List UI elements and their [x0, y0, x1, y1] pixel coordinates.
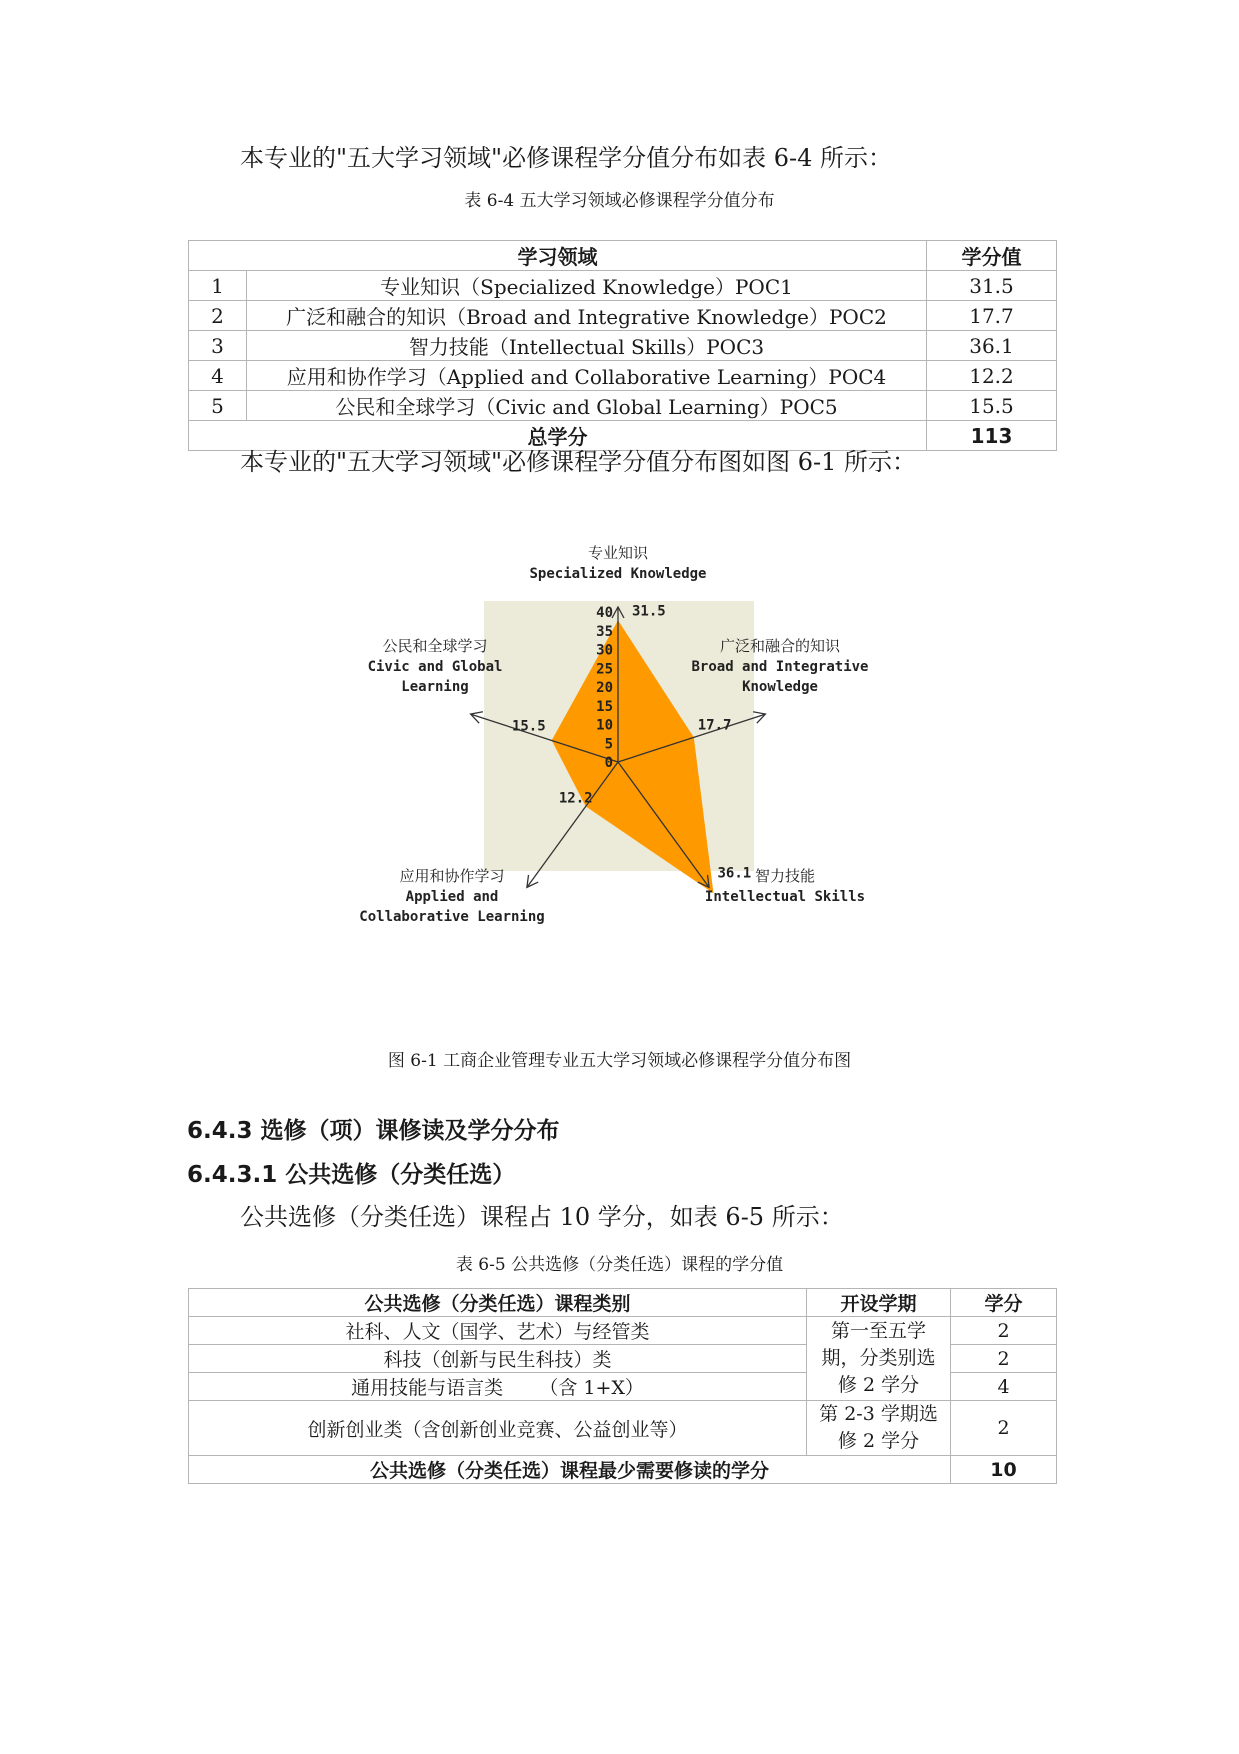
- axis-label-zh: 智力技能: [754, 867, 816, 885]
- axis-label-en: Specialized Knowledge: [529, 566, 707, 582]
- term-group-1: 第一至五学期，分类别选修 2 学分: [807, 1317, 951, 1401]
- table-row: [189, 271, 1057, 301]
- data-value-label: 12.2: [558, 790, 593, 807]
- axis-label-group: [359, 867, 544, 925]
- table-header-row: [189, 1289, 1057, 1317]
- data-value-label: 36.1: [717, 865, 752, 882]
- header-category: 公共选修（分类任选）课程类别: [189, 1289, 807, 1317]
- intro-paragraph-2: 本专业的"五大学习领域"必修课程学分值分布图如图 6-1 所示：: [240, 448, 916, 476]
- tick-label: 25: [596, 661, 613, 678]
- row-domain: 智力技能（Intellectual Skills）POC3: [247, 331, 927, 361]
- table-6-5-caption: 表 6-5 公共选修（分类任选）课程的学分值: [455, 1255, 784, 1275]
- row-domain: 专业知识（Specialized Knowledge）POC1: [247, 271, 927, 301]
- row-domain: 广泛和融合的知识（Broad and Integrative Knowledge）POC2: [247, 301, 927, 331]
- header-credit: 学分值: [927, 241, 1057, 271]
- tick-label: 40: [596, 605, 613, 621]
- axis-label-zh: 专业知识: [587, 544, 649, 562]
- axis-label-group: [368, 637, 503, 695]
- table-6-5: [188, 1288, 1057, 1484]
- axis-label-en: Collaborative Learning: [359, 909, 545, 925]
- row-number: 1: [189, 271, 247, 301]
- tick-label: 35: [596, 623, 613, 640]
- intro-paragraph-3: 公共选修（分类任选）课程占 10 学分，如表 6-5 所示：: [240, 1203, 844, 1231]
- tick-label: 15: [596, 698, 613, 715]
- axis-label-zh: 公民和全球学习: [382, 637, 488, 655]
- total-value: 113: [927, 421, 1057, 451]
- table-6-4: [188, 240, 1057, 451]
- axis-label-en: Applied and: [405, 889, 499, 905]
- data-value-label: 15.5: [511, 718, 546, 735]
- row-category: 通用技能与语言类 （含 1+X）: [189, 1373, 807, 1401]
- axis-label-en: Civic and Global: [367, 659, 503, 675]
- row-number: 3: [189, 331, 247, 361]
- axis-label-en: Intellectual Skills: [704, 889, 866, 905]
- term-group-2: 第 2-3 学期选修 2 学分: [807, 1401, 951, 1456]
- header-domain: 学习领域: [189, 241, 927, 271]
- table-row: [189, 391, 1057, 421]
- table-6-4-caption: 表 6-4 五大学习领域必修课程学分值分布: [464, 191, 775, 211]
- row-credit: 2: [951, 1401, 1057, 1456]
- row-number: 4: [189, 361, 247, 391]
- row-credit: 15.5: [927, 391, 1057, 421]
- data-value-label: 17.7: [697, 717, 732, 734]
- table-header-row: [189, 241, 1057, 271]
- intro-paragraph-1: 本专业的"五大学习领域"必修课程学分值分布如表 6-4 所示：: [240, 144, 892, 172]
- axis-label-en: Broad and Integrative: [691, 659, 869, 675]
- row-category: 创新创业类（含创新创业竞赛、公益创业等）: [189, 1401, 807, 1456]
- tick-label: 0: [604, 755, 613, 771]
- row-category: 社科、人文（国学、艺术）与经管类: [189, 1317, 807, 1345]
- row-domain: 应用和协作学习（Applied and Collaborative Learning）POC4: [247, 361, 927, 391]
- axis-label-en: Knowledge: [742, 679, 818, 695]
- data-value-label: 31.5: [632, 603, 666, 620]
- row-credit: 36.1: [927, 331, 1057, 361]
- row-credit: 12.2: [927, 361, 1057, 391]
- table-row: [189, 1317, 1057, 1345]
- total-label: 总学分: [189, 421, 927, 451]
- axis-label-group: [529, 544, 706, 582]
- row-category: 科技（创新与民生科技）类: [189, 1345, 807, 1373]
- table-total-row: [189, 1456, 1057, 1484]
- table-row: [189, 331, 1057, 361]
- section-heading-6-4-3: 6.4.3 选修（项）课修读及学分分布: [187, 1118, 560, 1144]
- row-credit: 31.5: [927, 271, 1057, 301]
- header-term: 开设学期: [807, 1289, 951, 1317]
- row-credit: 2: [951, 1317, 1057, 1345]
- tick-label: 20: [596, 680, 613, 696]
- table-row: [189, 361, 1057, 391]
- tick-label: 30: [596, 642, 613, 659]
- row-credit: 2: [951, 1345, 1057, 1373]
- radar-chart: [0, 520, 1239, 940]
- row-domain: 公民和全球学习（Civic and Global Learning）POC5: [247, 391, 927, 421]
- header-credit: 学分: [951, 1289, 1057, 1317]
- table-row: [189, 301, 1057, 331]
- table-row: [189, 1401, 1057, 1456]
- tick-label: 5: [604, 736, 613, 753]
- figure-6-1-caption: 图 6-1 工商企业管理专业五大学习领域必修课程学分值分布图: [387, 1051, 852, 1071]
- total-label: 公共选修（分类任选）课程最少需要修读的学分: [189, 1456, 951, 1484]
- total-value: 10: [951, 1456, 1057, 1484]
- tick-label: 10: [596, 717, 613, 734]
- row-credit: 17.7: [927, 301, 1057, 331]
- row-credit: 4: [951, 1373, 1057, 1401]
- axis-label-zh: 应用和协作学习: [399, 867, 505, 885]
- axis-label-en: Learning: [401, 679, 469, 695]
- section-heading-6-4-3-1: 6.4.3.1 公共选修（分类任选）: [187, 1162, 516, 1188]
- row-number: 5: [189, 391, 247, 421]
- row-number: 2: [189, 301, 247, 331]
- axis-label-zh: 广泛和融合的知识: [719, 637, 841, 655]
